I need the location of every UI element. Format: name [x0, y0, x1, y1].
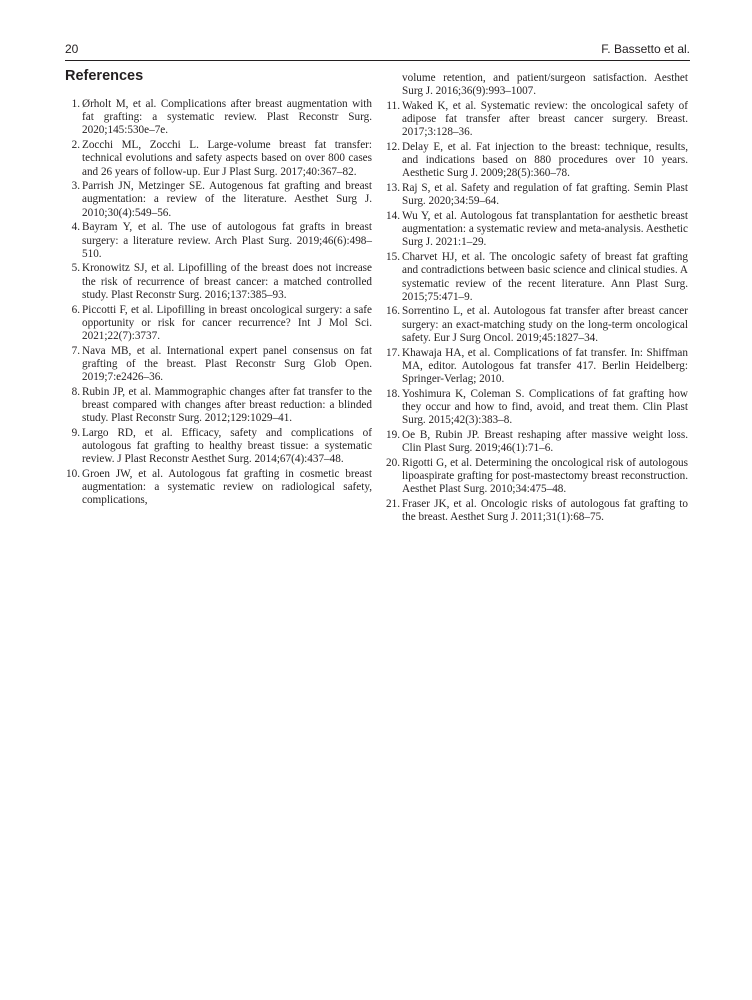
- references-right-column: [385, 72, 688, 526]
- reference-item: [65, 180, 372, 220]
- reference-item: [385, 210, 688, 250]
- reference-item: [65, 468, 372, 508]
- reference-text: Bayram Y, et al. The use of autologous fat grafts in breast surgery: a literature review. Arch Plast Surg. 2019;46(6):498–510.: [82, 221, 372, 260]
- reference-number: 16.: [386, 305, 400, 318]
- reference-number: 21.: [386, 497, 400, 510]
- reference-text: Raj S, et al. Safety and regulation of fat grafting. Semin Plast Surg. 2020;34:59–64.: [402, 182, 688, 208]
- header-rule: [65, 60, 690, 61]
- reference-item: [65, 98, 372, 138]
- reference-text: Oe B, Rubin JP. Breast reshaping after massive weight loss. Clin Plast Surg. 2019;46(1):71–6.: [402, 428, 688, 454]
- reference-number: 10.: [66, 467, 80, 480]
- reference-number: 9.: [71, 426, 80, 439]
- reference-text: Nava MB, et al. International expert panel consensus on fat grafting of the breast. Plast Reconstr Surg Glob Open. 2019;7:e2426–36.: [82, 344, 372, 384]
- reference-number: 8.: [71, 385, 80, 398]
- reference-number: 15.: [386, 251, 400, 264]
- reference-text: Rigotti G, et al. Determining the oncological risk of autologous lipoaspirate grafting for post-mastectomy breast reconstruction. Aesthet Plast Surg. 2010;34:475–48.: [402, 456, 688, 496]
- reference-number: 13.: [386, 182, 400, 195]
- reference-text: Fraser JK, et al. Oncologic risks of autologous fat grafting to the breast. Aesthet Surg J. 2011;31(1):68–75.: [402, 497, 688, 523]
- reference-item: [65, 345, 372, 385]
- reference-text: Delay E, et al. Fat injection to the breast: technique, results, and indications based on 880 procedures over 10 years. Aesthetic Surg J. 2009;28(5):360–78.: [402, 141, 688, 180]
- reference-item: [385, 429, 688, 455]
- reference-item: [65, 139, 372, 179]
- reference-text: Khawaja HA, et al. Complications of fat transfer. In: Shiffman MA, editor. Autologous fat transfer 417. Berlin Heidelberg: Springer-Verlag; 2010.: [402, 346, 688, 385]
- reference-item: [65, 427, 372, 467]
- reference-number: 20.: [386, 456, 400, 469]
- reference-item: [385, 457, 688, 497]
- reference-item: [65, 304, 372, 344]
- reference-item: [65, 386, 372, 426]
- reference-number: 1.: [71, 98, 80, 110]
- reference-text: Kronowitz SJ, et al. Lipofilling of the breast does not increase the risk of recurrence of breast cancer: a matched controlled study. Plast Reconstr Surg. 2016;137:385–93.: [82, 262, 372, 301]
- reference-number: 5.: [71, 262, 80, 275]
- reference-text: Parrish JN, Metzinger SE. Autogenous fat grafting and breast augmentation: a review of the literature. Aesthet Surg J. 2010;30(4):549–56.: [82, 180, 372, 219]
- reference-number: 11.: [386, 99, 400, 112]
- reference-number: 19.: [386, 428, 400, 441]
- reference-text: Yoshimura K, Coleman S. Complications of fat grafting how they occur and how to find, avoid, and treat them. Clin Plast Surg. 2015;42(3):383–8.: [402, 387, 688, 427]
- reference-text: Sorrentino L, et al. Autologous fat transfer after breast cancer surgery: an exact-matching study on the long-term oncological safety. Eur J Surg Oncol. 2019;45:1827–34.: [402, 305, 688, 344]
- reference-text: Wu Y, et al. Autologous fat transplantation for aesthetic breast augmentation: a systematic review and meta-analysis. Aesthetic Surg J. 2021:1–29.: [402, 210, 688, 249]
- reference-item: [385, 347, 688, 387]
- reference-item: [385, 305, 688, 345]
- reference-item: [65, 221, 372, 261]
- reference-text: volume retention, and patient/surgeon satisfaction. Aesthet Surg J. 2016;36(9):993–1007.: [402, 72, 688, 98]
- reference-text: Ørholt M, et al. Complications after breast augmentation with fat grafting: a systematic review. Plast Reconstr Surg. 2020;145:530e–7e.: [82, 98, 372, 137]
- running-head-author: F. Bassetto et al.: [601, 42, 690, 56]
- reference-text: Largo RD, et al. Efficacy, safety and complications of autologous fat grafting to healthy breast tissue: a systematic review. J Plast Reconstr Aesthet Surg. 2014;67(4):437–48.: [82, 426, 372, 466]
- reference-text: Waked K, et al. Systematic review: the oncological safety of adipose fat transfer after breast cancer surgery. Breast. 2017;3:128–36.: [402, 99, 688, 139]
- reference-item: [385, 100, 688, 140]
- reference-number: 14.: [386, 210, 400, 223]
- reference-number: 6.: [71, 303, 80, 316]
- reference-number: 3.: [71, 180, 80, 193]
- reference-item: [385, 498, 688, 524]
- reference-number: 7.: [71, 344, 80, 357]
- reference-number: 17.: [386, 346, 400, 359]
- reference-number: 4.: [71, 221, 80, 234]
- reference-number: 18.: [386, 387, 400, 400]
- reference-text: Zocchi ML, Zocchi L. Large-volume breast fat transfer: technical evolutions and safety aspects based on over 800 cases and 26 years of follow-up. Eur J Plast Surg. 2017;40:367–82.: [82, 139, 372, 178]
- reference-item: [385, 182, 688, 208]
- reference-number: 12.: [386, 141, 400, 154]
- references-left-column: [65, 98, 372, 509]
- reference-item: [385, 141, 688, 181]
- reference-number: 2.: [71, 139, 80, 152]
- reference-continuation: [385, 72, 688, 98]
- page-number: 20: [65, 42, 79, 56]
- reference-text: Piccotti F, et al. Lipofilling in breast oncological surgery: a safe opportunity or risk for cancer recurrence? Int J Mol Sci. 2021;22(7):3737.: [82, 303, 372, 342]
- reference-item: [385, 251, 688, 304]
- reference-item: [385, 388, 688, 428]
- reference-item: [65, 262, 372, 302]
- reference-text: Charvet HJ, et al. The oncologic safety of breast fat grafting and contradictions between basic science and clinical studies. A systematic review of the recent literature. Ann Plast Surg. 2015;75:471–9.: [402, 251, 688, 303]
- reference-text: Rubin JP, et al. Mammographic changes after fat transfer to the breast compared with changes after breast reduction: a blinded study. Plast Reconstr Surg. 2012;129:1029–41.: [82, 385, 372, 425]
- references-heading: References: [65, 68, 144, 84]
- reference-text: Groen JW, et al. Autologous fat grafting in cosmetic breast augmentation: a systematic review on radiological safety, complications,: [82, 467, 372, 507]
